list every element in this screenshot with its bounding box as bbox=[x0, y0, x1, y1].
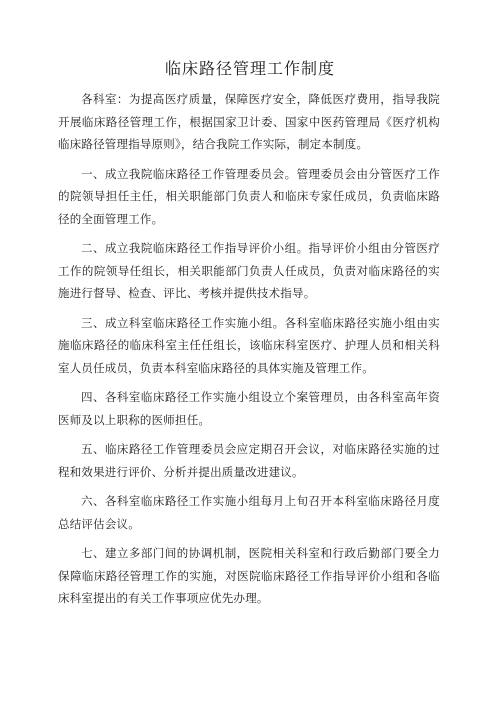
paragraph-item-6: 六、各科室临床路径工作实施小组每月上旬召开本科室临床路径月度总结评估会议。 bbox=[58, 494, 440, 531]
document-title: 临床路径管理工作制度 bbox=[164, 59, 335, 78]
document-body bbox=[58, 88, 440, 617]
paragraph-item-1: 一、成立我院临床路径工作管理委员会。管理委员会由分管医疗工作的院领导担任主任，相关职能部门负责人和临床专家任成员，负责临床路径的全面管理工作。 bbox=[58, 166, 440, 226]
paragraph-item-3: 三、成立科室临床路径工作实施小组。各科室临床路径实施小组由实施临床路径的临床科室主任任组长，该临床科室医疗、护理人员和相关科室人员任成员，负责本科室临床路径的具体实施及管理工作。 bbox=[58, 315, 440, 375]
paragraph-intro: 各科室：为提高医疗质量，保障医疗安全，降低医疗费用，指导我院开展临床路径管理工作，根据国家卫计委、国家中医药管理局《医疗机构临床路径管理指导原则》，结合我院工作实际，制定本制度。 bbox=[58, 92, 440, 151]
paragraph-item-7: 七、建立多部门间的协调机制，医院相关科室和行政后勤部门要全力保障临床路径管理工作的实施，对医院临床路径工作指导评价小组和各临床科室提出的有关工作事项应优先办理。 bbox=[58, 546, 440, 605]
paragraph-item-5: 五、临床路径工作管理委员会应定期召开会议，对临床路径实施的过程和效果进行评价、分析并提出质量改进建议。 bbox=[58, 442, 440, 479]
paragraph-item-2: 二、成立我院临床路径工作指导评价小组。指导评价小组由分管医疗工作的院领导任组长，相关职能部门负责人任成员，负责对临床路径的实施进行督导、检查、评比、考核并提供技术指导。 bbox=[58, 241, 440, 300]
paragraph-item-4: 四、各科室临床路径工作实施小组设立个案管理员，由各科室高年资医师及以上职称的医师担任。 bbox=[58, 390, 440, 427]
